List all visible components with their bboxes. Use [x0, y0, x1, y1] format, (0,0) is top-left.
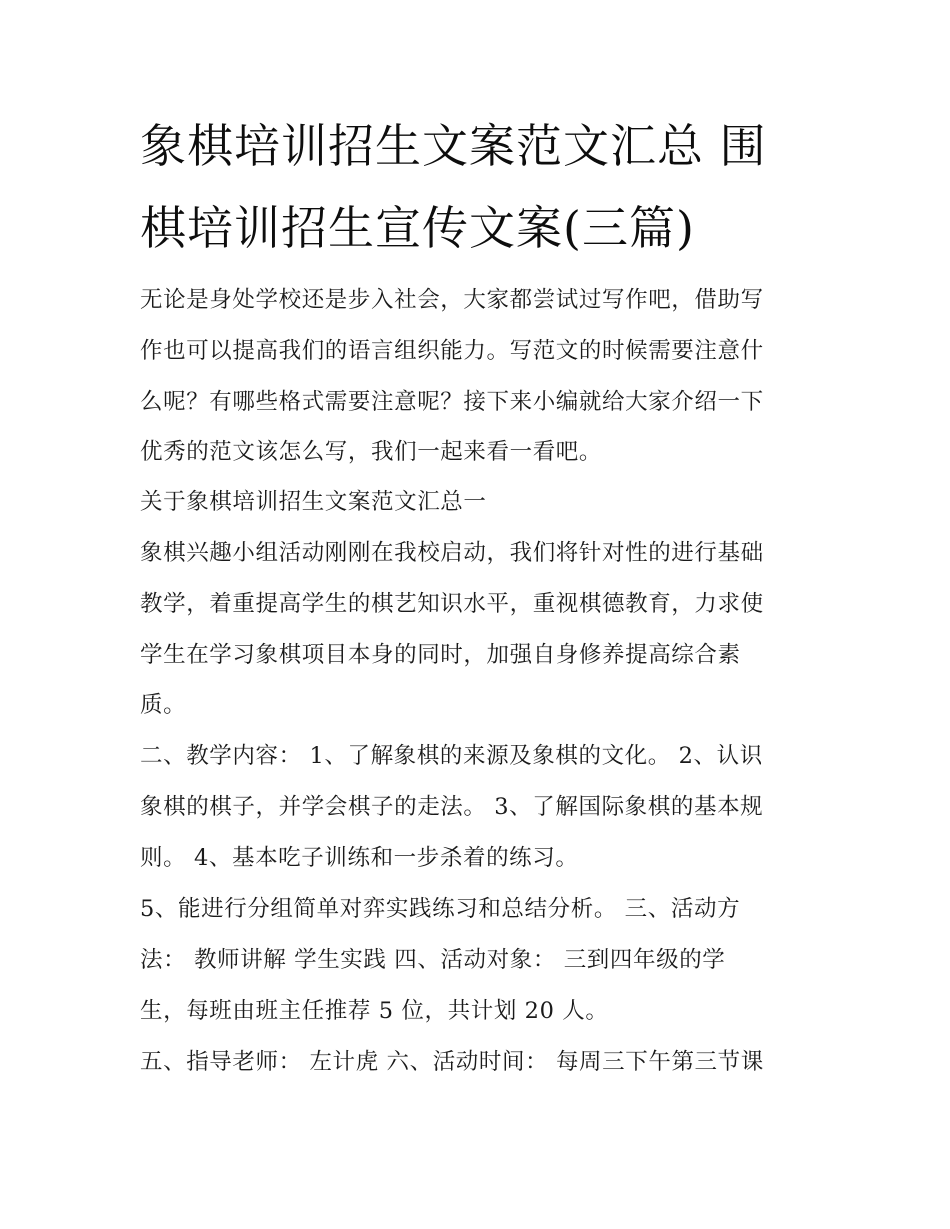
intro-line-3: 么呢？有哪些格式需要注意呢？接下来小编就给大家介绍一下	[140, 389, 764, 415]
paragraph3-line-3: 生，每班由班主任推荐 5 位，共计划 20 人。	[140, 998, 609, 1024]
intro-line-2: 作也可以提高我们的语言组织能力。写范文的时候需要注意什	[140, 338, 764, 364]
paragraph4-line-1: 五、指导老师： 左计虎 六、活动时间： 每周三下午第三节课	[140, 1049, 764, 1075]
section-heading: 关于象棋培训招生文案范文汇总一	[140, 489, 487, 515]
paragraph1-line-4: 质。	[140, 692, 187, 718]
paragraph2-line-1: 二、教学内容： 1、了解象棋的来源及象棋的文化。 2、认识	[140, 743, 763, 769]
paragraph2-line-3: 则。 4、基本吃子训练和一步杀着的练习。	[140, 845, 579, 871]
paragraph3-line-2: 法： 教师讲解 学生实践 四、活动对象： 三到四年级的学	[140, 947, 726, 973]
paragraph2-line-2: 象棋的棋子，并学会棋子的走法。 3、了解国际象棋的基本规	[140, 794, 764, 820]
intro-line-4: 优秀的范文该怎么写，我们一起来看一看吧。	[140, 439, 603, 465]
document-title-line-2: 棋培训招生宣传文案(三篇)	[140, 201, 695, 255]
paragraph1-line-1: 象棋兴趣小组活动刚刚在我校启动，我们将针对性的进行基础	[140, 540, 764, 566]
document-title-line-1: 象棋培训招生文案范文汇总 围	[140, 119, 767, 173]
intro-line-1: 无论是身处学校还是步入社会，大家都尝试过写作吧，借助写	[140, 287, 764, 313]
paragraph1-line-3: 学生在学习象棋项目本身的同时，加强自身修养提高综合素	[140, 642, 741, 668]
paragraph3-line-1: 5、能进行分组简单对弈实践练习和总结分析。 三、活动方	[140, 896, 741, 922]
paragraph1-line-2: 教学，着重提高学生的棋艺知识水平，重视棋德教育，力求使	[140, 591, 764, 617]
